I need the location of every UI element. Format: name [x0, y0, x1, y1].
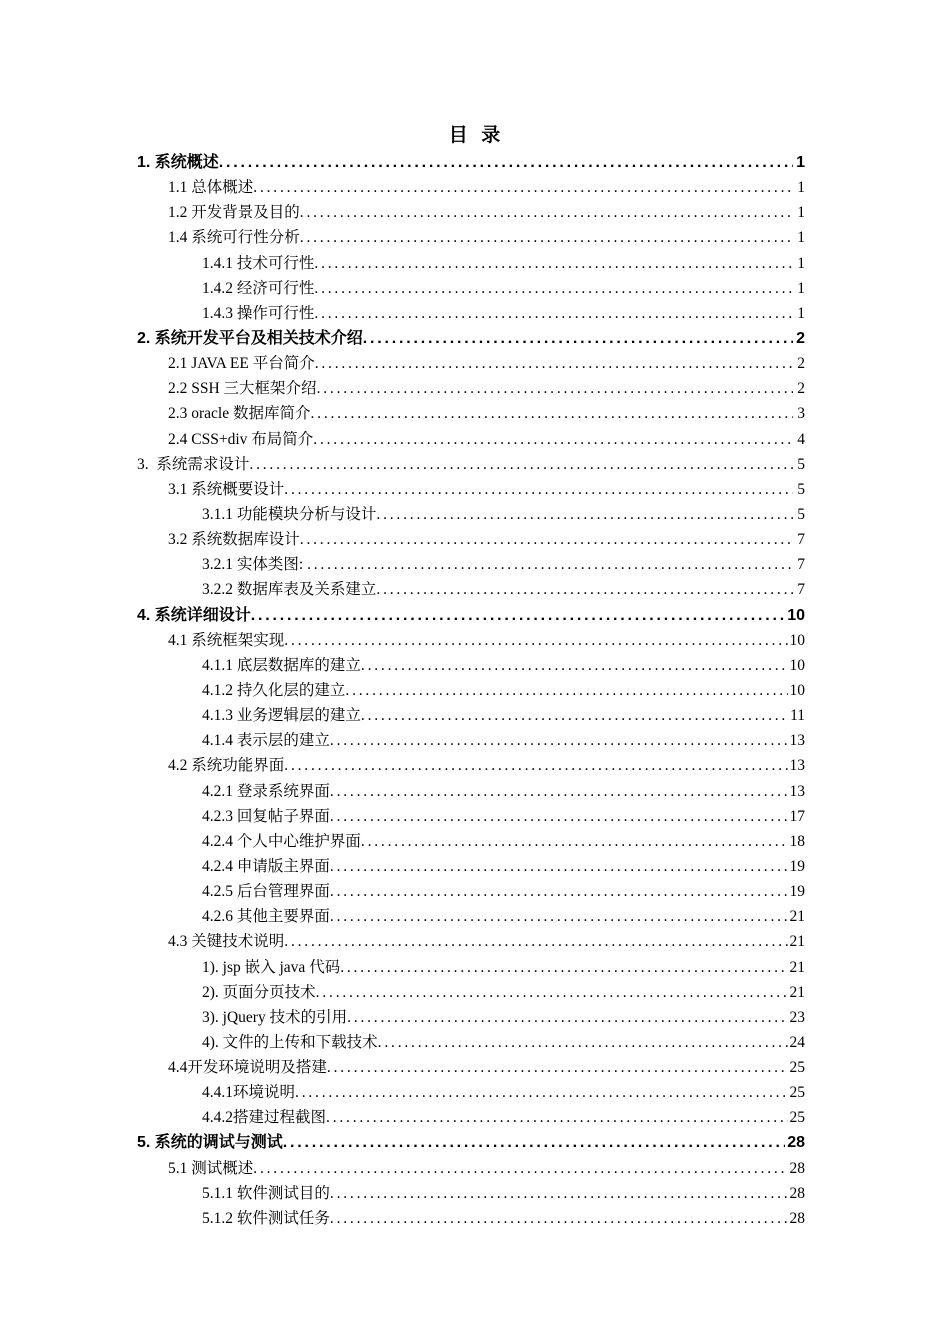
toc-entry-page: 19: [789, 883, 805, 901]
toc-entry-page: 21: [789, 908, 805, 926]
dot-leader: [327, 1055, 788, 1080]
toc-entry-page: 17: [789, 807, 805, 825]
toc-entry[interactable]: [137, 502, 805, 527]
toc-entry-label: 4). 文件的上传和下载技术: [202, 1033, 378, 1051]
dot-leader: [330, 1181, 788, 1206]
toc-entry-label: 1.4 系统可行性分析: [168, 229, 300, 247]
toc-entry-page: 28: [787, 1134, 805, 1152]
toc-entry-label: 5. 系统的调试与测试: [137, 1134, 283, 1152]
toc-entry[interactable]: [137, 376, 805, 401]
toc-entry[interactable]: [137, 351, 805, 376]
toc-entry-label: 3.1.1 功能模块分析与设计: [202, 505, 377, 523]
toc-entry[interactable]: [137, 225, 805, 250]
toc-entry[interactable]: [137, 678, 805, 703]
toc-entry[interactable]: [137, 1080, 805, 1105]
toc-entry[interactable]: [137, 175, 805, 200]
dot-leader: [361, 703, 788, 728]
dot-leader: [347, 1005, 787, 1030]
toc-entry-page: 7: [797, 581, 805, 599]
toc-entry-label: 3). jQuery 技术的引用: [202, 1008, 348, 1026]
dot-leader: [330, 804, 788, 829]
toc-entry-label: 1.1 总体概述: [168, 179, 254, 197]
toc-entry[interactable]: [137, 653, 805, 678]
dot-leader: [330, 1206, 788, 1231]
toc-entry[interactable]: [137, 628, 805, 653]
dot-leader: [284, 628, 787, 653]
toc-entry[interactable]: [137, 1130, 805, 1155]
dot-leader: [219, 150, 793, 175]
toc-entry[interactable]: [137, 200, 805, 225]
dot-leader: [300, 225, 793, 250]
toc-entry-page: 5: [797, 455, 805, 473]
dot-leader: [251, 603, 785, 628]
dot-leader: [310, 401, 793, 426]
dot-leader: [314, 301, 793, 326]
toc-entry-label: 4.2 系统功能界面: [168, 757, 285, 775]
toc-entry-page: 23: [789, 1008, 805, 1026]
toc-entry[interactable]: [137, 276, 805, 301]
dot-leader: [361, 829, 788, 854]
toc-entry-label: 4.2.5 后台管理界面: [202, 883, 330, 901]
toc-entry[interactable]: [137, 251, 805, 276]
toc-entry[interactable]: [137, 753, 805, 778]
toc-entry[interactable]: [137, 301, 805, 326]
dot-leader: [253, 175, 793, 200]
toc-entry-label: 1.4.1 技术可行性: [202, 254, 315, 272]
toc-entry-label: 4.4.2搭建过程截图: [202, 1109, 327, 1127]
toc-entry-label: 4.4.1环境说明: [202, 1084, 296, 1102]
toc-entry-page: 24: [789, 1033, 805, 1051]
toc-entry-page: 11: [790, 707, 805, 725]
toc-entry-label: 4. 系统详细设计: [137, 606, 251, 624]
dot-leader: [300, 527, 793, 552]
dot-leader: [330, 879, 788, 904]
toc-entry-page: 21: [789, 933, 805, 951]
toc-entry-label: 2.4 CSS+div 布局简介: [168, 430, 314, 448]
toc-entry-page: 7: [797, 531, 805, 549]
toc-entry-page: 1: [797, 254, 805, 272]
toc-entry-label: 2.1 JAVA EE 平台简介: [168, 355, 315, 373]
toc-entry[interactable]: [137, 879, 805, 904]
toc-entry[interactable]: [137, 527, 805, 552]
toc-entry[interactable]: [137, 427, 805, 452]
toc-entry[interactable]: [137, 904, 805, 929]
toc-entry-label: 4.1.2 持久化层的建立: [202, 681, 346, 699]
toc-entry-label: 4.3 关键技术说明: [168, 933, 285, 951]
toc-entry[interactable]: [137, 452, 805, 477]
dot-leader: [314, 276, 793, 301]
toc-entry[interactable]: [137, 1181, 805, 1206]
toc-entry-page: 2: [796, 329, 805, 347]
dot-leader: [300, 200, 793, 225]
toc-entry-page: 5: [797, 505, 805, 523]
toc-entry-label: 4.1.3 业务逻辑层的建立: [202, 707, 361, 725]
toc-entry[interactable]: [137, 577, 805, 602]
toc-entry-page: 25: [789, 1109, 805, 1127]
toc-entry-label: 5.1.1 软件测试目的: [202, 1184, 330, 1202]
toc-entry[interactable]: [137, 326, 805, 351]
toc-entry[interactable]: [137, 929, 805, 954]
toc-entry-label: 5.1 测试概述: [168, 1159, 254, 1177]
toc-entry-label: 1.4.3 操作可行性: [202, 304, 315, 322]
toc-entry-page: 13: [789, 732, 805, 750]
toc-entry-page: 10: [789, 631, 805, 649]
dot-leader: [330, 728, 788, 753]
toc-entry-page: 21: [789, 983, 805, 1001]
dot-leader: [316, 980, 788, 1005]
toc-entry-page: 1: [796, 154, 805, 171]
dot-leader: [295, 1080, 787, 1105]
toc-entry-page: 1: [797, 204, 805, 222]
toc-entry-page: 10: [789, 681, 805, 699]
dot-leader: [330, 779, 788, 804]
toc-entry[interactable]: [137, 477, 805, 502]
dot-leader: [376, 502, 793, 527]
toc-entry[interactable]: [137, 829, 805, 854]
toc-entry[interactable]: [137, 728, 805, 753]
dot-leader: [376, 577, 793, 602]
toc-entry-label: 2.3 oracle 数据库简介: [168, 405, 311, 423]
toc-entry[interactable]: [137, 401, 805, 426]
toc-entry-page: 1: [797, 179, 805, 197]
toc-entry-label: 1.4.2 经济可行性: [202, 279, 315, 297]
dot-leader: [284, 477, 793, 502]
toc-entry-label: 2. 系统开发平台及相关技术介绍: [137, 329, 363, 347]
dot-leader: [378, 1030, 788, 1055]
toc-entry-label: 4.2.4 个人中心维护界面: [202, 832, 361, 850]
dot-leader: [283, 1130, 785, 1155]
toc-entry-page: 13: [789, 757, 805, 775]
dot-leader: [284, 753, 787, 778]
toc-entry[interactable]: [137, 1156, 805, 1181]
toc-entry-page: 28: [789, 1209, 805, 1227]
toc-entry-label: 2.2 SSH 三大框架介绍: [168, 380, 317, 398]
dot-leader: [307, 552, 793, 577]
toc-list: [137, 150, 805, 1231]
toc-entry-label: 3.2 系统数据库设计: [168, 531, 300, 549]
toc-entry[interactable]: [137, 1005, 805, 1030]
toc-entry-label: 4.2.3 回复帖子界面: [202, 807, 330, 825]
toc-entry-page: 25: [789, 1084, 805, 1102]
toc-entry-label: 2). 页面分页技术: [202, 983, 316, 1001]
toc-entry-page: 13: [789, 782, 805, 800]
toc-entry[interactable]: [137, 603, 805, 628]
toc-entry-page: 3: [797, 405, 805, 423]
toc-entry[interactable]: [137, 779, 805, 804]
toc-entry-label: 1. 系统概述: [137, 154, 219, 171]
toc-entry-label: 4.2.1 登录系统界面: [202, 782, 330, 800]
toc-title: 目 录: [448, 125, 502, 146]
dot-leader: [326, 1105, 787, 1130]
toc-entry-page: 2: [797, 380, 805, 398]
toc-entry-page: 10: [787, 606, 805, 624]
toc-entry-page: 28: [789, 1184, 805, 1202]
toc-entry[interactable]: [137, 804, 805, 829]
toc-entry-page: 10: [789, 656, 805, 674]
toc-entry-label: 4.1.4 表示层的建立: [202, 732, 330, 750]
toc-entry-label: 4.1.1 底层数据库的建立: [202, 656, 361, 674]
toc-entry[interactable]: [137, 703, 805, 728]
toc-entry[interactable]: [137, 1105, 805, 1130]
dot-leader: [330, 854, 788, 879]
toc-entry-page: 7: [797, 556, 805, 574]
dot-leader: [317, 376, 793, 401]
dot-leader: [313, 427, 793, 452]
toc-entry-page: 1: [797, 229, 805, 247]
toc-entry-page: 4: [797, 430, 805, 448]
toc-entry-page: 1: [797, 304, 805, 322]
toc-entry-page: 19: [789, 857, 805, 875]
toc-entry-label: 4.1 系统框架实现: [168, 631, 285, 649]
toc-entry-label: 4.2.4 申请版主界面: [202, 857, 330, 875]
toc-entry[interactable]: [137, 1030, 805, 1055]
toc-entry-page: 5: [797, 480, 805, 498]
toc-entry-page: 1: [797, 279, 805, 297]
toc-entry-label: 4.4开发环境说明及搭建: [168, 1059, 327, 1077]
toc-entry-label: 3.2.1 实体类图:: [202, 556, 308, 574]
toc-entry[interactable]: [137, 1055, 805, 1080]
toc-entry-label: 1.2 开发背景及目的: [168, 204, 300, 222]
toc-entry-page: 25: [789, 1059, 805, 1077]
toc-entry[interactable]: [137, 552, 805, 577]
toc-entry[interactable]: [137, 980, 805, 1005]
dot-leader: [330, 904, 788, 929]
dot-leader: [345, 678, 787, 703]
toc-entry-page: 21: [789, 958, 805, 976]
dot-leader: [315, 351, 793, 376]
toc-entry-label: 3. 系统需求设计: [137, 455, 250, 473]
toc-entry-label: 1). jsp 嵌入 java 代码: [202, 958, 341, 976]
toc-entry-label: 3.1 系统概要设计: [168, 480, 285, 498]
toc-entry[interactable]: [137, 1206, 805, 1231]
dot-leader: [253, 1156, 787, 1181]
dot-leader: [314, 251, 793, 276]
dot-leader: [284, 929, 787, 954]
toc-entry-page: 28: [789, 1159, 805, 1177]
toc-entry-page: 2: [797, 355, 805, 373]
toc-entry[interactable]: [137, 854, 805, 879]
dot-leader: [361, 653, 788, 678]
toc-entry[interactable]: [137, 150, 805, 175]
toc-entry[interactable]: [137, 955, 805, 980]
toc-entry-label: 4.2.6 其他主要界面: [202, 908, 330, 926]
dot-leader: [340, 955, 787, 980]
dot-leader: [249, 452, 793, 477]
toc-entry-label: 3.2.2 数据库表及关系建立: [202, 581, 377, 599]
toc-entry-page: 18: [789, 832, 805, 850]
dot-leader: [363, 326, 793, 351]
toc-entry-label: 5.1.2 软件测试任务: [202, 1209, 330, 1227]
